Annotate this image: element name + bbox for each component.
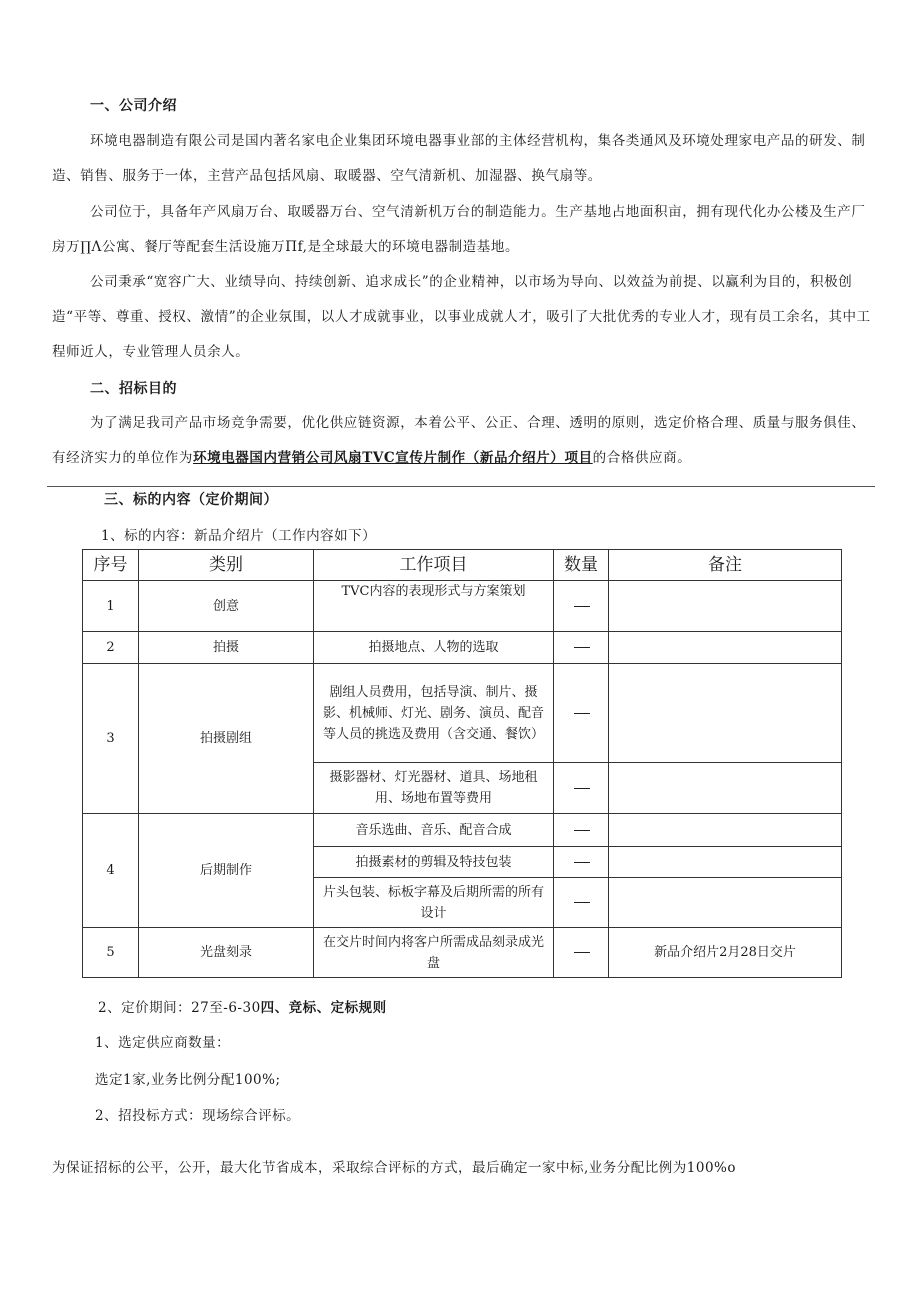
table-row <box>83 664 842 763</box>
pricing-period: 2、定价期间：27至-6-30 <box>98 1000 261 1016</box>
row-number: 5 <box>83 928 139 978</box>
row-work-item: 摄影器材、灯光器材、道具、场地租用、场地布置等费用 <box>314 763 554 814</box>
header-quantity: 数量 <box>554 550 609 581</box>
row-note <box>609 847 842 878</box>
quantity-dash <box>574 713 590 714</box>
row-quantity <box>554 664 609 763</box>
row-note <box>609 878 842 928</box>
row-quantity <box>554 581 609 632</box>
table-header-row <box>83 550 842 581</box>
row-quantity <box>554 814 609 847</box>
bidding-method: 2、招投标方式：现场综合评标。 <box>95 1108 301 1124</box>
row-quantity <box>554 847 609 878</box>
table-row <box>83 632 842 664</box>
row-note <box>609 664 842 763</box>
supplier-count-value: 选定1家,业务比例分配100%; <box>95 1072 281 1088</box>
section-1-title: 一、公司介绍 <box>90 98 177 114</box>
row-work-item: 剧组人员费用，包括导演、制片、摄影、机械师、灯光、剧务、演员、配音等人员的挑选及费用（含交通、餐饮） <box>314 664 554 763</box>
row-category: 拍摄剧组 <box>139 664 314 814</box>
project-name: 环境电器国内营销公司风扇TVC宣传片制作（新品介绍片）项目 <box>193 450 593 466</box>
row-number: 4 <box>83 814 139 928</box>
company-intro-paragraph-1: 环境电器制造有限公司是国内著名家电企业集团环境电器事业部的主体经营机构，集各类通风及环境处理家电产品的研发、制造、销售、服务于一体，主营产品包括风扇、取暖器、空气清新机、加湿器、换气扇等。 <box>52 133 866 184</box>
row-quantity <box>554 928 609 978</box>
work-items-table <box>82 549 842 978</box>
header-no: 序号 <box>83 550 139 581</box>
row-work-item: 音乐选曲、音乐、配音合成 <box>314 814 554 847</box>
section-3-title: 三、标的内容（定价期间） <box>104 492 278 508</box>
row-work-item: 拍摄地点、人物的选取 <box>314 632 554 664</box>
company-intro-paragraph-2: 公司位于，具备年产风扇万台、取暖器万台、空气清新机万台的制造能力。生产基地占地面积亩，拥有现代化办公楼及生产厂房万∏Λ公寓、餐厅等配套生活设施万Πf,是全球最大的环境电器制造基地。 <box>52 204 866 255</box>
quantity-dash <box>574 647 590 648</box>
quantity-dash <box>574 830 590 831</box>
section-2-title: 二、招标目的 <box>90 381 177 397</box>
row-work-item: 片头包装、标板字幕及后期所需的所有设计 <box>314 878 554 928</box>
table-row <box>83 928 842 978</box>
quantity-dash <box>574 902 590 903</box>
row-number: 1 <box>83 581 139 632</box>
quantity-dash <box>574 862 590 863</box>
bid-purpose-suffix: 的合格供应商。 <box>592 450 692 466</box>
bid-purpose-text: 为了满足我司产品市场竞争需要，优化供应链资源，本着公平、公正、合理、透明的原则，选定价格合理、质量与服务俱佳、有经济实力的单位作为 <box>52 415 866 466</box>
row-quantity <box>554 632 609 664</box>
row-quantity <box>554 763 609 814</box>
section-divider <box>47 486 875 487</box>
row-note <box>609 632 842 664</box>
table-row <box>83 814 842 847</box>
row-work-item: 拍摄素材的剪辑及特技包装 <box>314 847 554 878</box>
supplier-count-label: 1、选定供应商数量： <box>95 1035 231 1051</box>
company-intro-paragraph-3: 公司秉承“宽容广大、业绩导向、持续创新、追求成长”的企业精神，以市场为导向、以效益为前提、以赢利为目的，积极创造“平等、尊重、授权、激情”的企业氛围，以人才成就事业，以事业成就人才，吸引了大批优秀的专业人才，现有员工余名，其中工程师近人，专业管理人员余人。 <box>52 274 871 360</box>
bid-content-label: 1、标的内容：新品介绍片（工作内容如下） <box>101 528 377 544</box>
row-category: 后期制作 <box>139 814 314 928</box>
row-category: 创意 <box>139 581 314 632</box>
closing-statement: 为保证招标的公平，公开，最大化节省成本，采取综合评标的方式，最后确定一家中标,业务分配比例为100%o <box>52 1160 737 1176</box>
section-4-title: 四、竞标、定标规则 <box>260 1000 387 1016</box>
row-category: 光盘刻录 <box>139 928 314 978</box>
row-number: 3 <box>83 664 139 814</box>
quantity-dash <box>574 788 590 789</box>
quantity-dash <box>574 952 590 953</box>
pricing-period-line <box>98 996 387 1016</box>
row-quantity <box>554 878 609 928</box>
quantity-dash <box>574 606 590 607</box>
row-note: 新品介绍片2月28日交片 <box>609 928 842 978</box>
bid-purpose-paragraph <box>52 406 874 476</box>
row-number: 2 <box>83 632 139 664</box>
row-note <box>609 581 842 632</box>
row-category: 拍摄 <box>139 632 314 664</box>
header-work-item: 工作项目 <box>314 550 554 581</box>
row-note <box>609 814 842 847</box>
row-work-item: 在交片时间内将客户所需成品刻录成光盘 <box>314 928 554 978</box>
header-category: 类别 <box>139 550 314 581</box>
row-work-item: TVC内容的表现形式与方案策划 <box>314 581 554 632</box>
row-note <box>609 763 842 814</box>
header-note: 备注 <box>609 550 842 581</box>
table-row <box>83 581 842 632</box>
